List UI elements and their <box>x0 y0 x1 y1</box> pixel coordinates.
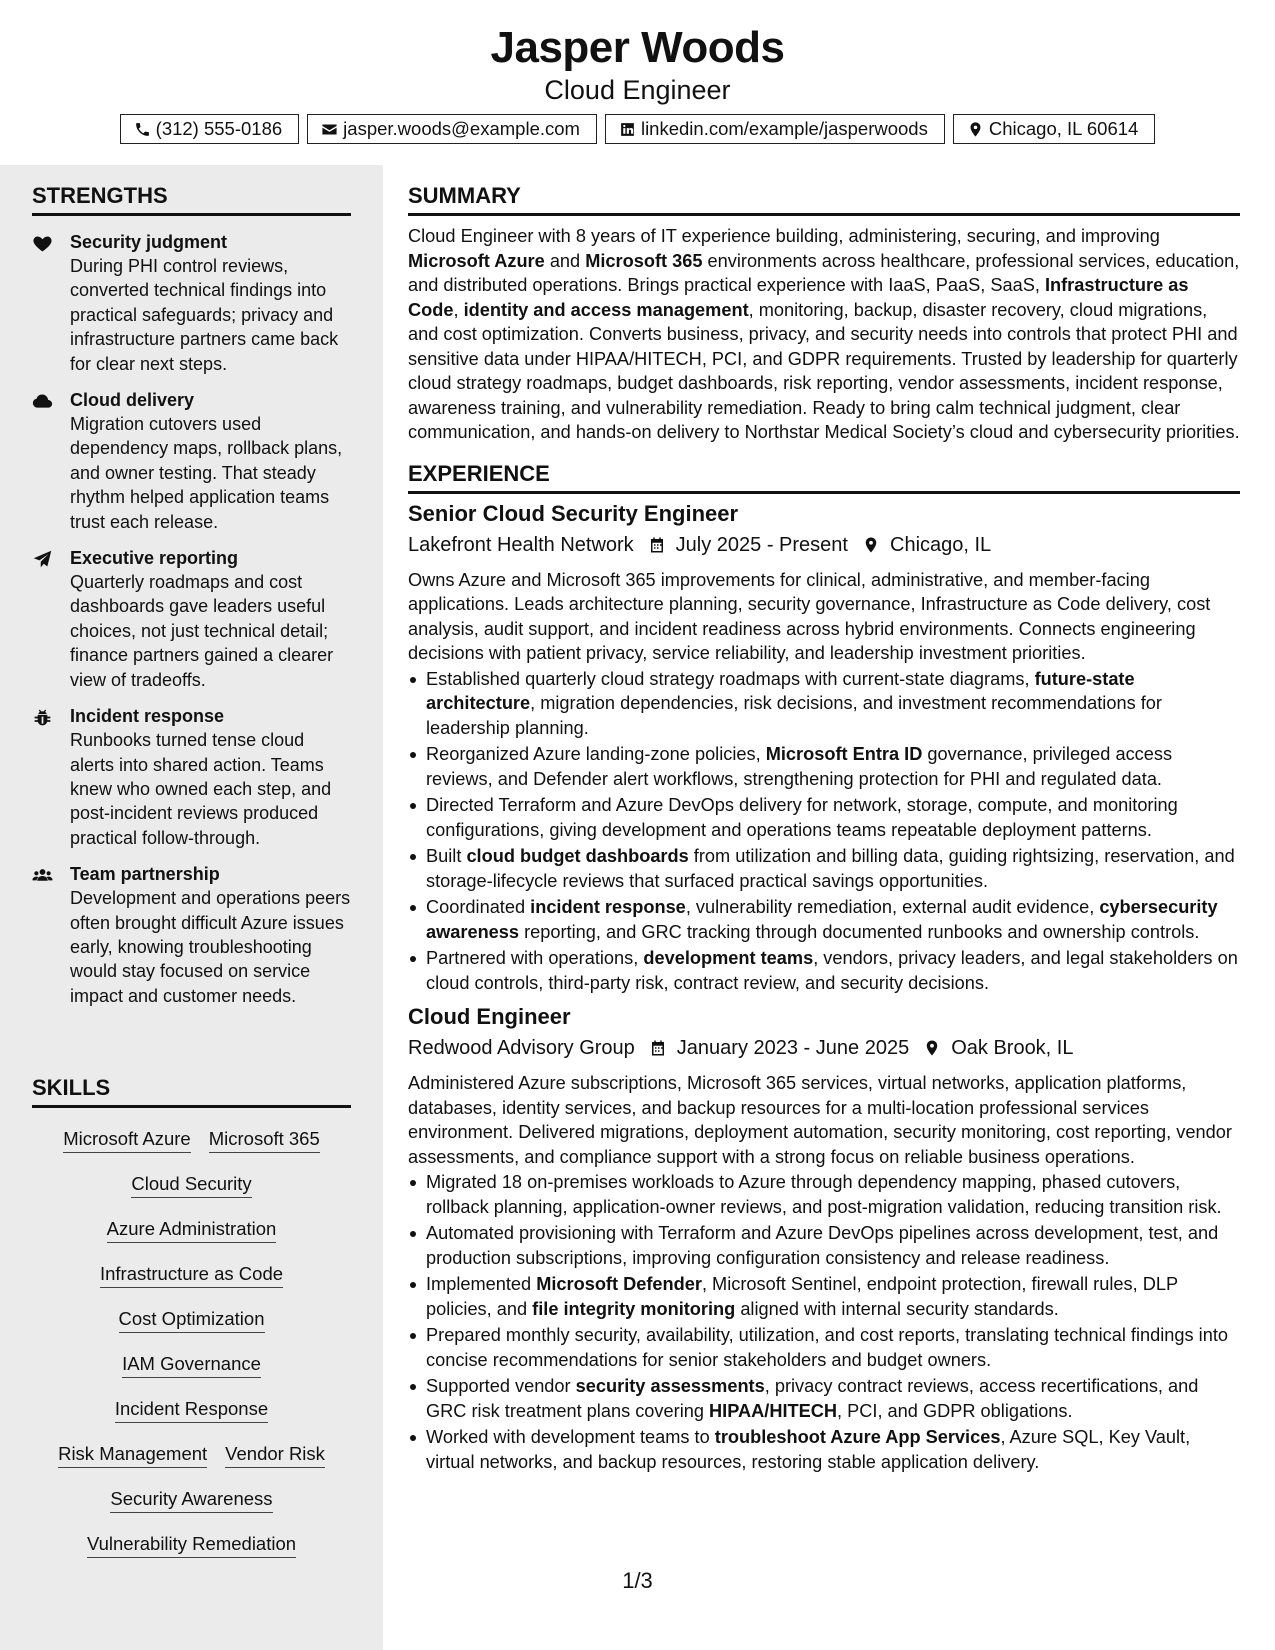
strength-item <box>32 546 351 692</box>
strength-text: Migration cutovers used dependency maps, rollback plans, and owner testing. That steady rhythm helped application teams trust each release. <box>70 414 343 532</box>
paper-plane-icon <box>32 549 53 570</box>
skill-row <box>32 1397 351 1423</box>
bug-icon <box>32 707 53 728</box>
job-company: Redwood Advisory Group <box>408 1037 635 1059</box>
page-number: 1/3 <box>622 1568 653 1593</box>
skill-tag: Vendor Risk <box>225 1442 325 1468</box>
strength-item <box>32 704 351 850</box>
skill-row <box>32 1442 351 1468</box>
main-content <box>408 165 1240 1476</box>
contact-location <box>953 114 1155 144</box>
job-bullet: Directed Terraform and Azure DevOps delivery for network, storage, compute, and monitoring configurations, giving development and operations teams repeatable deployment patterns. <box>408 793 1240 842</box>
job-bullet: Prepared monthly security, availability, utilization, and cost reports, translating technical findings into concise recommendations for senior stakeholders and budget owners. <box>408 1323 1240 1372</box>
job-company: Lakefront Health Network <box>408 533 634 556</box>
skill-row <box>32 1217 351 1243</box>
cloud-icon <box>32 391 53 412</box>
linkedin-icon <box>619 121 636 138</box>
calendar-icon <box>649 1039 667 1057</box>
strengths-heading: STRENGTHS <box>32 183 351 216</box>
skill-row <box>32 1307 351 1333</box>
skill-tag: Vulnerability Remediation <box>87 1532 296 1558</box>
job-bullet: Automated provisioning with Terraform and Azure DevOps pipelines across development, test, and production subscriptions, improving configuration consistency and release readiness. <box>408 1221 1240 1270</box>
heart-icon <box>32 233 53 254</box>
location-text: Chicago, IL 60614 <box>988 118 1139 139</box>
job-bullets <box>408 1170 1240 1474</box>
map-marker-icon <box>923 1039 941 1057</box>
job-bullet: Implemented Microsoft Defender, Microsoft Sentinel, endpoint protection, firewall rules, DLP policies, and file integrity monitoring aligned with internal security standards. <box>408 1272 1240 1321</box>
strength-text: Runbooks turned tense cloud alerts into shared action. Teams knew who owned each step, and post-incident reviews produced practical follow-through. <box>70 730 332 848</box>
job-bullet: Migrated 18 on-premises workloads to Azure through dependency mapping, phased cutovers, rollback planning, application-owner reviews, and post-migration validation, reducing transition risk. <box>408 1170 1240 1219</box>
job-bullet: Supported vendor security assessments, privacy contract reviews, access recertifications, and GRC risk treatment plans covering HIPAA/HITECH, PCI, and GDPR obligations. <box>408 1374 1240 1423</box>
contact-phone[interactable] <box>120 114 300 144</box>
experience-heading: EXPERIENCE <box>408 461 1240 494</box>
job-dates: January 2023 - June 2025 <box>676 1037 910 1059</box>
job-location: Oak Brook, IL <box>951 1037 1074 1059</box>
job-bullet: Reorganized Azure landing-zone policies, Microsoft Entra ID governance, privileged access reviews, and Defender alert workflows, strengthening protection for PHI and regulated data. <box>408 742 1240 791</box>
skill-tag: Cloud Security <box>131 1172 251 1198</box>
job-bullet: Worked with development teams to troubleshoot Azure App Services, Azure SQL, Key Vault, virtual networks, and backup resources, restoring stable application delivery. <box>408 1425 1240 1474</box>
map-marker-icon <box>862 536 880 554</box>
skill-tag: IAM Governance <box>122 1352 261 1378</box>
skill-tag: Cost Optimization <box>119 1307 265 1333</box>
skill-row <box>32 1262 351 1288</box>
strength-text: During PHI control reviews, converted technical findings into practical safeguards; privacy and infrastructure partners came back for clear next steps. <box>70 256 339 374</box>
contact-email[interactable] <box>307 114 597 144</box>
phone-text: (312) 555-0186 <box>155 118 283 139</box>
job-bullet: Built cloud budget dashboards from utilization and billing data, guiding rightsizing, reservation, and storage-lifecycle reviews that surfaced practical savings opportunities. <box>408 844 1240 893</box>
job-description: Administered Azure subscriptions, Microsoft 365 services, virtual networks, application platforms, databases, identity services, and backup resources for a multi-location professional services environment. Delivered migrations, deployment automation, security monitoring, cost reporting, vendor assessments, and compliance support with a strong focus on reliable business operations. <box>408 1073 1232 1167</box>
phone-icon <box>134 121 151 138</box>
skill-tag: Infrastructure as Code <box>100 1262 283 1288</box>
skill-row <box>32 1172 351 1198</box>
strength-title: Security judgment <box>70 232 228 252</box>
candidate-name: Jasper Woods <box>490 23 785 72</box>
strength-item <box>32 230 351 376</box>
job-bullets <box>408 667 1240 996</box>
skill-row <box>32 1487 351 1513</box>
map-marker-icon <box>967 121 984 138</box>
skill-tag: Microsoft Azure <box>63 1127 191 1153</box>
strength-title: Executive reporting <box>70 548 239 569</box>
job-location: Chicago, IL <box>890 533 992 556</box>
strength-text: Quarterly roadmaps and cost dashboards gave leaders useful choices, not just technical detail; finance partners gained a clearer view of tradeoffs. <box>70 572 334 690</box>
strength-item <box>32 862 351 1008</box>
skills-heading: SKILLS <box>32 1075 351 1108</box>
users-icon <box>32 865 53 886</box>
job-title: Cloud Engineer <box>408 1004 571 1029</box>
skill-tag: Incident Response <box>115 1397 268 1423</box>
job-bullet: Coordinated incident response, vulnerability remediation, external audit evidence, cybersecurity awareness reporting, and GRC tracking through documented runbooks and ownership controls. <box>408 895 1240 944</box>
job-dates: July 2025 - Present <box>675 533 848 556</box>
linkedin-text: linkedin.com/example/jasperwoods <box>640 118 928 139</box>
strength-title: Cloud delivery <box>70 390 195 411</box>
job-meta <box>408 531 1240 559</box>
strength-title: Incident response <box>70 706 225 727</box>
skill-row <box>32 1532 351 1558</box>
contact-bar <box>0 114 1275 144</box>
skill-tag: Security Awareness <box>110 1487 272 1513</box>
calendar-icon <box>648 536 666 554</box>
candidate-role: Cloud Engineer <box>544 75 731 105</box>
job-entry <box>408 500 1240 996</box>
job-title: Senior Cloud Security Engineer <box>408 500 739 526</box>
strength-text: Development and operations peers often brought difficult Azure issues early, knowing troubleshooting would stay focused on service impact and customer needs. <box>70 888 351 1006</box>
skills-section <box>32 1075 351 1558</box>
job-bullet: Established quarterly cloud strategy roadmaps with current-state diagrams, future-state architecture, migration dependencies, risk decisions, and investment recommendations for leadership planning. <box>408 667 1240 741</box>
strengths-section <box>32 183 351 1020</box>
skill-tag: Microsoft 365 <box>209 1127 320 1153</box>
job-entry <box>408 1003 1240 1474</box>
job-meta <box>408 1034 1240 1062</box>
summary-text: Cloud Engineer with 8 years of IT experience building, administering, securing, and improving Microsoft Azure and Microsoft 365 environments across healthcare, professional services, education, and distributed operations. Brings practical experience with IaaS, PaaS, SaaS, Infrastructure as Code, identity and access management, monitoring, backup, disaster recovery, cloud migrations, and cost optimization. Converts business, privacy, and security needs into controls that protect PHI and sensitive data under HIPAA/HITECH, PCI, and GDPR requirements. Trusted by leadership for quarterly cloud strategy roadmaps, budget dashboards, risk reporting, vendor assessments, incident response, awareness training, and vulnerability remediation. Ready to bring calm technical judgment, clear communication, and hands-on delivery to Northstar Medical Society’s cloud and cybersecurity priorities. <box>408 226 1240 442</box>
email-text: jasper.woods@example.com <box>343 118 580 139</box>
skill-row <box>32 1127 351 1153</box>
sidebar <box>0 165 383 1650</box>
strength-title: Team partnership <box>70 864 220 885</box>
job-description: Owns Azure and Microsoft 365 improvements for clinical, administrative, and member-facing applications. Leads architecture planning, security governance, Infrastructure as Code delivery, cost analysis, audit support, and incident readiness across hybrid environments. Connects engineering decisions with patient privacy, service reliability, and leadership investment priorities. <box>408 569 1211 663</box>
envelope-icon <box>321 121 338 138</box>
summary-heading: SUMMARY <box>408 183 1240 216</box>
skill-tag: Azure Administration <box>107 1217 277 1243</box>
strength-item <box>32 388 351 534</box>
job-bullet: Partnered with operations, development teams, vendors, privacy leaders, and legal stakeholders on cloud controls, third-party risk, contract review, and security decisions. <box>408 946 1240 995</box>
skill-row <box>32 1352 351 1378</box>
contact-linkedin[interactable] <box>605 114 945 144</box>
skill-tag: Risk Management <box>58 1442 207 1468</box>
